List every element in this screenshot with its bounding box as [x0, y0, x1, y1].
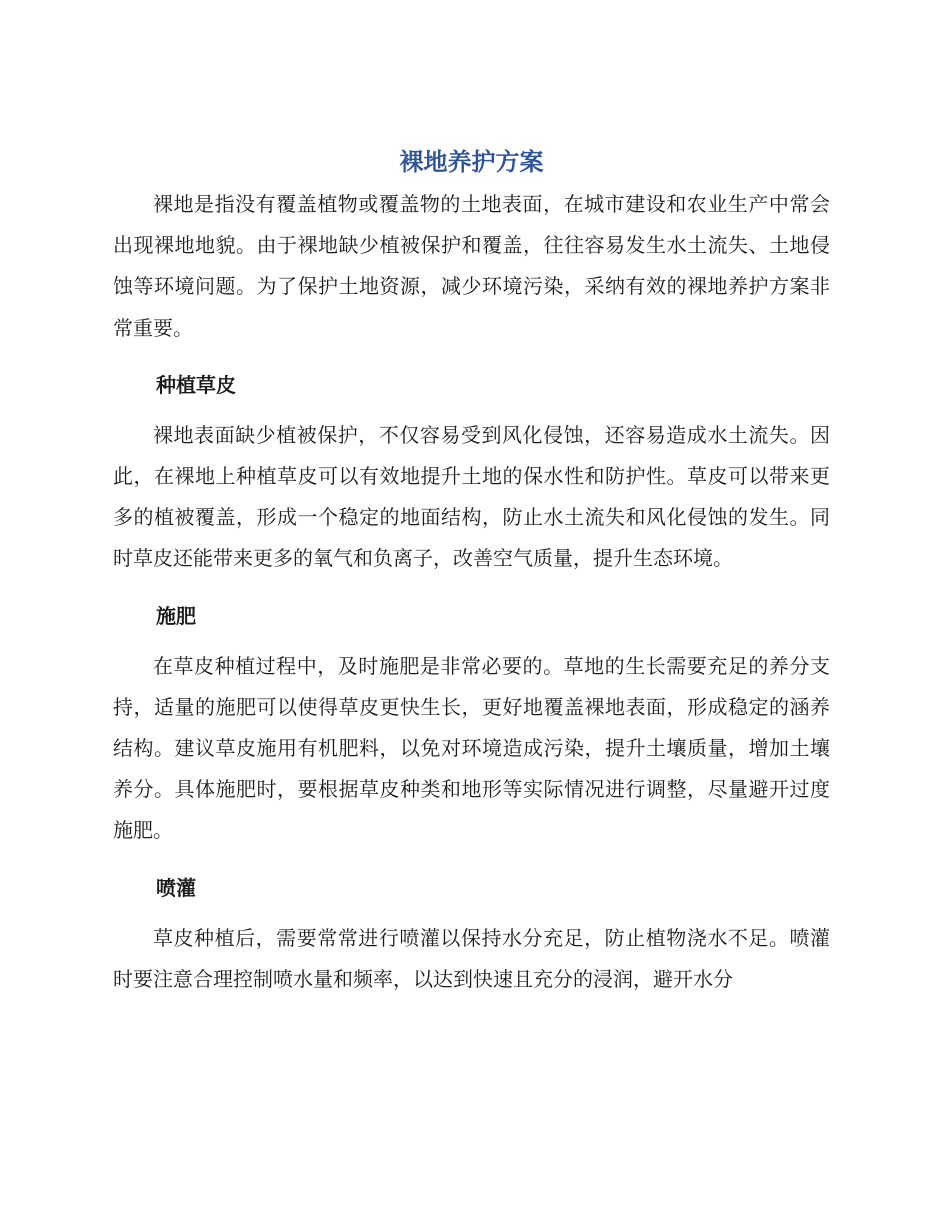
section-heading: 喷灌 — [156, 875, 196, 900]
document-title: 裸地养护方案 — [399, 148, 544, 176]
intro-paragraph: 裸地是指没有覆盖植物或覆盖物的土地表面，在城市建设和农业生产中常会出现裸地地貌。由于裸地缺少植被保护和覆盖，往往容易发生水土流失、土地侵蚀等环境问题。为了保护土地资源，减少环境污染，采纳有效的裸地养护方案非常重要。 — [113, 192, 830, 340]
section-paragraph: 裸地表面缺少植被保护，不仅容易受到风化侵蚀，还容易造成水土流失。因此，在裸地上种植草皮可以有效地提升土地的保水性和防护性。草皮可以带来更多的植被覆盖，形成一个稳定的地面结构，防止水土流失和风化侵蚀的发生。同时草皮还能带来更多的氧气和负离子，改善空气质量，提升生态环境。 — [113, 422, 830, 571]
section-planting-turf — [113, 371, 830, 580]
section-heading: 种植草皮 — [156, 372, 236, 397]
document-page — [113, 140, 830, 1000]
section-heading: 施肥 — [156, 603, 196, 628]
section-sprinkling — [113, 874, 830, 1000]
section-paragraph: 在草皮种植过程中，及时施肥是非常必要的。草地的生长需要充足的养分支持，适量的施肥可以使得草皮更快生长，更好地覆盖裸地表面，形成稳定的涵养结构。建议草皮施用有机肥料，以免对环境造成污染，提升土壤质量，增加土壤养分。具体施肥时，要根据草皮种类和地形等实际情况进行调整，尽量避开过度施肥。 — [113, 653, 830, 843]
section-fertilizing — [113, 602, 830, 852]
section-paragraph: 草皮种植后，需要常常进行喷灌以保持水分充足，防止植物浇水不足。喷灌时要注意合理控制喷水量和频率，以达到快速且充分的浸润，避开水分 — [113, 925, 830, 991]
